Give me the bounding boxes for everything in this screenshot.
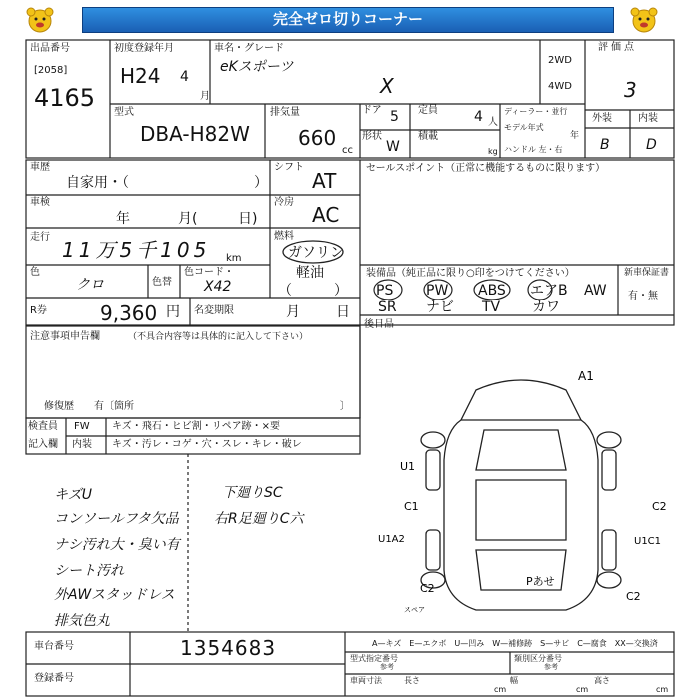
warranty-label: 新車保証書	[624, 268, 670, 278]
length-unit: cm	[494, 685, 507, 694]
note-line-3: ナシ汚れ大・臭い有	[54, 537, 180, 553]
equipment-circle-marks	[368, 276, 578, 300]
note-right-1: 下廻りSC	[222, 485, 283, 501]
model-year-label: モデル年式	[504, 123, 544, 132]
fuel-diesel: 軽油	[296, 265, 324, 281]
equip-pw: PW	[426, 283, 449, 299]
warranty-value: 有・無	[628, 291, 658, 302]
score-value: 3	[624, 78, 637, 102]
shift-value: AT	[312, 169, 337, 193]
interior-label: 内装	[638, 113, 658, 124]
car-damage-diagram	[366, 360, 676, 630]
name-change-day: 日	[336, 304, 350, 320]
model-year-unit: 年	[570, 131, 580, 141]
equip-ps: PS	[376, 283, 394, 299]
fw-label: FW	[74, 421, 90, 432]
sales-points-label: セールスポイント（正常に機能するものに限ります）	[366, 163, 606, 174]
displacement-label: 排気量	[270, 107, 300, 118]
inspection-day: 日)	[238, 211, 258, 227]
history-value: 自家用・（	[66, 175, 129, 191]
shift-label: シフト	[274, 162, 304, 173]
fuel-other: （ ）	[278, 283, 348, 299]
first-registration-year: H24	[120, 64, 161, 88]
note-line-4: シート汚れ	[54, 563, 124, 579]
notes-hint: （不具合内容等は具体的に記入して下さい）	[128, 332, 309, 342]
interior-items: キズ・汚レ・コゲ・穴・スレ・キレ・破レ	[112, 439, 302, 450]
note-right-2: 右R足廻りC六	[214, 511, 304, 527]
displacement-value: 660	[298, 126, 337, 150]
load-unit: kg	[488, 147, 498, 156]
shape-label: 形状	[362, 131, 382, 142]
mark-c1: C1	[404, 500, 419, 513]
inspection-month: 月(	[178, 211, 198, 227]
first-registration-month: 4	[180, 69, 189, 85]
class-no-label: 類別区分番号	[514, 654, 562, 663]
dealer-label: ディーラー・並行	[504, 107, 568, 116]
lot-number: 4165	[34, 84, 96, 112]
model-name: eKスポーツ	[220, 59, 294, 75]
registration-label: 登録番号	[34, 673, 74, 684]
history-close: ）	[254, 175, 268, 191]
fuel-gasoline: ガソリン	[288, 245, 344, 261]
color-value: クロ	[76, 277, 104, 293]
history-label: 車歴	[30, 162, 50, 173]
dims-label: 車両寸法	[350, 676, 382, 685]
capacity-value: 4	[474, 109, 483, 125]
equipment-label: 装備品（純正品に限り○印をつけてください）	[366, 268, 575, 279]
grade: X	[380, 74, 394, 98]
mileage-unit: km	[226, 253, 242, 264]
mark-p-fade: Pあせ	[526, 575, 555, 588]
equip-leather: カワ	[532, 299, 560, 315]
mark-u1a2: U1A2	[378, 534, 405, 545]
lot-label: 出品番号	[30, 43, 70, 54]
capacity-unit: 人	[488, 117, 498, 128]
equip-tv: TV	[482, 299, 501, 315]
name-change-label: 名変期限	[194, 305, 234, 316]
damage-legend: A—キズ E—エクボ U—凹み W—補修跡 S—サビ C—腐食 XX—交換済	[372, 639, 658, 648]
note-line-2: コンソールフタ欠品	[54, 511, 179, 527]
chassis-label: 車台番号	[34, 641, 74, 652]
doors-label: ドア	[362, 105, 382, 116]
lot-sub-number: [2058]	[34, 65, 68, 76]
width-unit: cm	[576, 685, 589, 694]
width-label: 幅	[510, 676, 518, 685]
height-label: 高さ	[594, 676, 610, 685]
color-swap-label: 色替	[152, 277, 172, 288]
color-label: 色	[30, 267, 40, 278]
month-unit: 月	[200, 91, 210, 102]
ac-value: AC	[312, 203, 340, 227]
handle-label: ハンドル 左・右	[504, 145, 563, 154]
note-line-5: 外AWスタッドレス	[54, 587, 175, 603]
mark-u1c1: U1C1	[634, 536, 662, 547]
chassis-value: 1354683	[180, 636, 277, 660]
color-code-label: 色コード・	[184, 267, 234, 278]
name-change-month: 月	[286, 304, 300, 320]
length-label: 長さ	[404, 676, 420, 685]
spare-label: スペア	[404, 606, 425, 614]
entry-label: 記入欄	[28, 439, 58, 450]
exterior-label: 外装	[592, 113, 612, 124]
interior-section-label: 内装	[72, 439, 92, 450]
equip-sr: SR	[378, 299, 397, 315]
type-code-value: DBA-H82W	[140, 122, 250, 146]
equip-abs: ABS	[478, 283, 506, 299]
notes-label: 注意事項申告欄	[30, 331, 100, 342]
inspection-year: 年	[116, 211, 130, 227]
capacity-label: 定員	[418, 105, 438, 116]
height-unit: cm	[656, 685, 669, 694]
inspection-label: 車検	[30, 197, 50, 208]
type-code-label: 型式	[114, 107, 134, 118]
banner-title: 完全ゼロ切りコーナー	[82, 7, 614, 33]
recycle-label: R券	[30, 305, 47, 316]
recycle-value: 9,360	[100, 301, 158, 325]
mark-c2-rear-left: C2	[420, 582, 435, 595]
note-line-6: 排気色丸	[54, 613, 110, 629]
mark-u1: U1	[400, 460, 416, 473]
repair-history: 修復歴 有〔箇所	[44, 401, 134, 412]
type-spec-ref: 参考	[380, 663, 394, 671]
displacement-unit: cc	[342, 145, 353, 156]
drive-2wd: 2WD	[548, 55, 572, 66]
drive-4wd: 4WD	[548, 81, 572, 92]
class-no-ref: 参考	[544, 663, 558, 671]
note-line-1: キズU	[54, 487, 92, 503]
mark-a1: A1	[578, 369, 594, 383]
mark-c2-right: C2	[652, 500, 667, 513]
equip-navi: ナビ	[426, 299, 454, 315]
color-code-value: X42	[204, 279, 232, 295]
fuel-circle-mark	[280, 238, 350, 266]
recycle-unit: 円	[166, 304, 180, 320]
type-spec-label: 型式指定番号	[350, 654, 398, 663]
model-name-label: 車名・グレード	[214, 43, 284, 54]
equip-airbag: エアB	[530, 283, 568, 299]
after-items-label: 後日品	[364, 319, 394, 330]
exterior-value: B	[600, 137, 610, 153]
equip-aw: AW	[584, 283, 607, 299]
fuel-label: 燃料	[274, 231, 294, 242]
score-label: 評価点	[598, 42, 637, 53]
interior-value: D	[646, 137, 657, 153]
shape-value: W	[386, 139, 400, 155]
mark-c2-rear-right: C2	[626, 590, 641, 603]
mileage-value: 11万5千105	[62, 238, 211, 262]
repair-close: 〕	[340, 401, 350, 412]
load-label: 積載	[418, 131, 438, 142]
doors-value: 5	[390, 109, 399, 125]
first-registration-label: 初度登録年月	[114, 43, 174, 54]
ac-label: 冷房	[274, 197, 294, 208]
inspector-label: 検査員	[28, 421, 58, 432]
mileage-label: 走行	[30, 232, 50, 243]
fw-items: キズ・飛石・ヒビ割・リペア跡・×要	[112, 421, 280, 432]
